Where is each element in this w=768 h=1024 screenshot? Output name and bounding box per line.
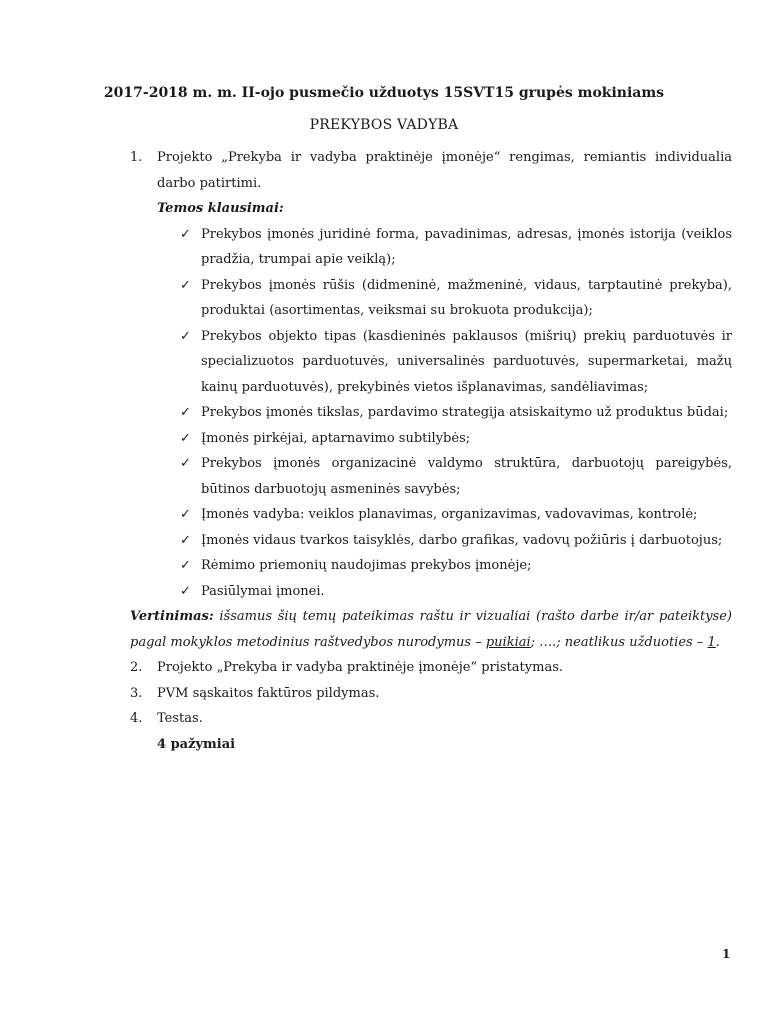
topic-text: Įmonės vidaus tvarkos taisyklės, darbo grafikas, vadovų požiūris į darbuotojus;: [201, 532, 723, 548]
topic-item: [130, 579, 732, 605]
evaluation-label: Vertinimas:: [130, 609, 214, 624]
checkmark-icon: ✓: [180, 226, 191, 242]
task-number: 4.: [130, 711, 143, 726]
task-number: 1.: [130, 150, 143, 165]
topic-item: [130, 553, 732, 579]
task-list: [130, 145, 732, 757]
topic-text: Prekybos objekto tipas (kasdieninės paklausos (mišrių) prekių parduotuvės ir specializuotos parduotuvės, universalinės parduotuvės, supermarketai, mažų kainų parduotuvės), prekybinės vietos išplanavimas, sandėliavimas;: [201, 328, 732, 395]
grade-high: puikiai: [485, 634, 531, 650]
topic-item: [130, 502, 732, 528]
topics-list: [130, 222, 732, 605]
task-item-1: [130, 145, 732, 196]
topics-heading: Temos klausimai:: [157, 201, 284, 216]
task-item-3: [130, 681, 732, 707]
checkmark-icon: ✓: [180, 328, 191, 344]
evaluation-text: išsamus šių temų pateikimas raštu ir vizualiai (rašto darbe ir/ar pateiktyse) pagal mokyklos metodinius raštvedybos nurodymus –: [130, 609, 732, 650]
checkmark-icon: ✓: [180, 532, 191, 548]
task-number: 3.: [130, 685, 143, 701]
task-text: Projekto „Prekyba ir vadyba praktinėje įmonėje“ pristatymas.: [157, 660, 563, 675]
evaluation-paragraph: [130, 604, 732, 655]
task-text: Projekto „Prekyba ir vadyba praktinėje įmonėje“ rengimas, remiantis individualia darbo patirtimi.: [157, 150, 732, 191]
task-text: Testas.: [157, 711, 203, 726]
task-number: 2.: [130, 660, 143, 675]
grade-low: 1: [707, 634, 716, 650]
task-text: PVM sąskaitos faktūros pildymas.: [157, 685, 380, 701]
task-item-2: [130, 655, 732, 681]
topic-item: [130, 324, 732, 401]
topic-text: Įmonės vadyba: veiklos planavimas, organizavimas, vadovavimas, kontrolė;: [201, 507, 698, 522]
document-title: 2017-2018 m. m. II-ojo pusmečio užduotys 15SVT15 grupės mokiniams: [103, 85, 665, 101]
grades-note: 4 pažymiai: [157, 736, 236, 752]
task-item-4: [130, 706, 732, 732]
topic-item: [130, 400, 732, 426]
topic-text: Pasiūlymai įmonei.: [201, 583, 325, 599]
topic-text: Prekybos įmonės tikslas, pardavimo strategija atsiskaitymo už produktus būdai;: [201, 405, 729, 420]
topic-item: [130, 451, 732, 502]
topic-text: Prekybos įmonės juridinė forma, pavadinimas, adresas, įmonės istorija (veiklos pradžia, trumpai apie veiklą);: [201, 226, 732, 267]
checkmark-icon: ✓: [180, 456, 191, 471]
evaluation-text: .: [715, 634, 720, 650]
checkmark-icon: ✓: [180, 507, 191, 522]
checkmark-icon: ✓: [180, 277, 191, 293]
evaluation-text: ; ….; neatlikus užduoties –: [530, 634, 708, 650]
page-number: 1: [722, 947, 731, 961]
topic-text: Prekybos įmonės organizacinė valdymo struktūra, darbuotojų pareigybės, būtinos darbuotojų asmeninės savybės;: [201, 456, 732, 497]
checkmark-icon: ✓: [180, 430, 191, 446]
topic-item: [130, 528, 732, 554]
topic-item: [130, 222, 732, 273]
topic-text: Įmonės pirkėjai, aptarnavimo subtilybės;: [201, 430, 471, 446]
topic-item: [130, 273, 732, 324]
checkmark-icon: ✓: [180, 405, 191, 420]
checkmark-icon: ✓: [180, 583, 191, 599]
checkmark-icon: ✓: [180, 558, 191, 573]
subject-title: PREKYBOS VADYBA: [309, 117, 459, 133]
topic-item: [130, 426, 732, 452]
topic-text: Prekybos įmonės rūšis (didmeninė, mažmeninė, vidaus, tarptautinė prekyba), produktai (asortimentas, veiksmai su brokuota produkcija);: [201, 277, 732, 318]
topic-text: Rėmimo priemonių naudojimas prekybos įmonėje;: [201, 558, 532, 573]
